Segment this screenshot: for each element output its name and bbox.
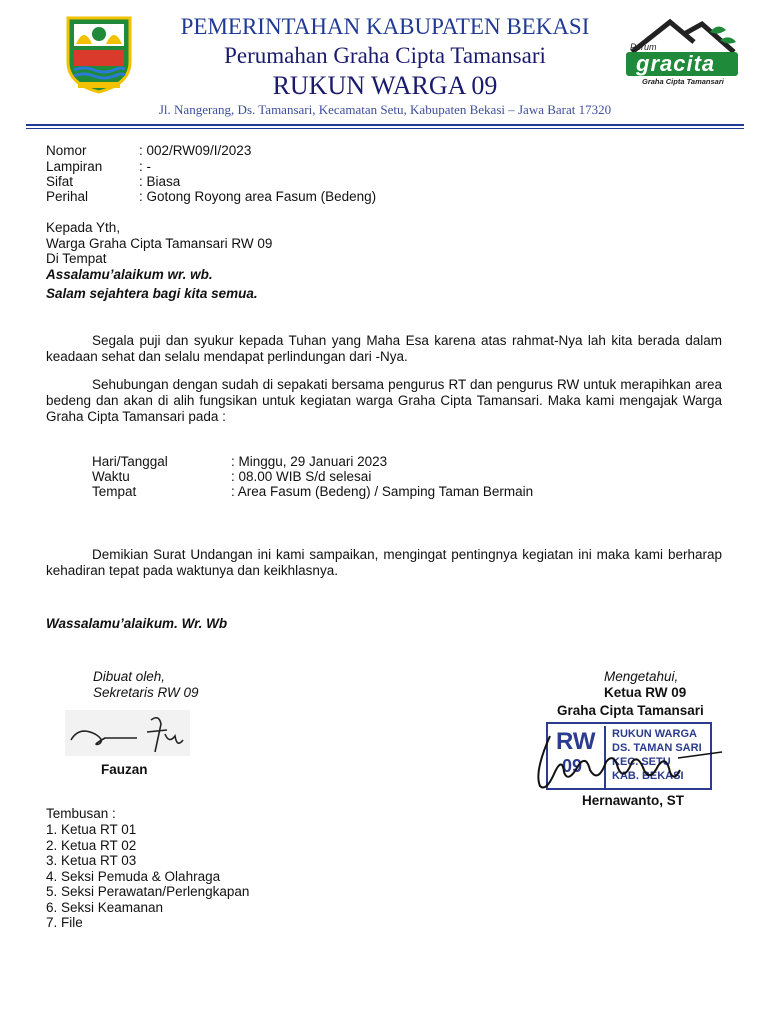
greeting-general: Salam sejahtera bagi kita semua.: [46, 286, 258, 301]
sign-right-name: Hernawanto, ST: [582, 793, 685, 808]
sign-right-acknowledged: Mengetahui,: [604, 669, 679, 684]
paragraph-opening: Segala puji dan syukur kepada Tuhan yang Maha Esa karena atas rahmat-Nya lah kita berada dalam keadaan sehat dan selalu mendapat perlindungan dari -Nya.: [46, 333, 722, 364]
tembusan-item: 3. Ketua RT 03: [46, 853, 137, 868]
tembusan-item: 6. Seksi Keamanan: [46, 900, 164, 915]
header-address: Jl. Nangerang, Ds. Tamansari, Kecamatan Setu, Kabupaten Bekasi – Jawa Barat 17320: [158, 102, 612, 117]
signature-chairman: [528, 732, 724, 796]
header-rule-thin: [26, 128, 744, 129]
greeting-islamic: Assalamu’alaikum wr. wb.: [46, 267, 213, 282]
recipient-salutation: Kepada Yth,: [46, 220, 121, 235]
signature-secretary: [65, 710, 190, 756]
kabupaten-bekasi-emblem: [64, 14, 134, 94]
stamp-line4: KAB. BEKASI: [612, 770, 684, 782]
sign-right-org: Graha Cipta Tamansari: [557, 703, 704, 718]
tembusan-item: 7. File: [46, 915, 83, 930]
stamp-line2: DS. TAMAN SARI: [612, 742, 702, 754]
tembusan-item: 2. Ketua RT 02: [46, 838, 137, 853]
recipient-name: Warga Graha Cipta Tamansari RW 09: [46, 236, 273, 251]
header-government: PEMERINTAHAN KABUPATEN BEKASI: [180, 14, 590, 39]
gracita-tagline: Graha Cipta Tamansari: [642, 77, 724, 86]
stamp-line1: RUKUN WARGA: [612, 728, 697, 740]
gracita-perum: Perum: [630, 42, 657, 52]
header-rule-thick: [26, 124, 744, 126]
paragraph-purpose: Sehubungan dengan sudah di sepakati bersama pengurus RT dan pengurus RW untuk merapihkan area bedeng dan akan di alih fungsikan untuk kegiatan warga Graha Cipta Tamansari. Maka kami mengajak Warga Graha Cipta Tamansari pada :: [46, 377, 722, 424]
tembusan-title: Tembusan :: [46, 806, 116, 821]
gracita-brand: gracita: [636, 51, 716, 76]
paragraph-closing: Demikian Surat Undangan ini kami sampaikan, mengingat pentingnya kegiatan ini maka kami berharap kehadiran tepat pada waktunya dan keikhlasnya.: [46, 547, 722, 578]
closing-salam: Wassalamu’alaikum. Wr. Wb: [46, 616, 228, 631]
tembusan-item: 1. Ketua RT 01: [46, 822, 137, 837]
gracita-logo: [622, 18, 742, 88]
sign-left-made-by: Dibuat oleh,: [93, 669, 166, 684]
sign-left-title: Sekretaris RW 09: [93, 685, 199, 700]
tembusan-item: 5. Seksi Perawatan/Perlengkapan: [46, 884, 250, 899]
sign-left-name: Fauzan: [101, 762, 148, 777]
stamp-number: 09: [562, 756, 583, 776]
sign-right-title: Ketua RW 09: [604, 685, 687, 700]
tembusan-item: 4. Seksi Pemuda & Olahraga: [46, 869, 221, 884]
header-rw: RUKUN WARGA 09: [272, 71, 498, 100]
stamp-rw: RW: [556, 728, 596, 755]
stamp-line3: KEC. SETU: [612, 756, 671, 768]
header-housing: Perumahan Graha Cipta Tamansari: [224, 43, 546, 68]
recipient-place: Di Tempat: [46, 251, 107, 266]
